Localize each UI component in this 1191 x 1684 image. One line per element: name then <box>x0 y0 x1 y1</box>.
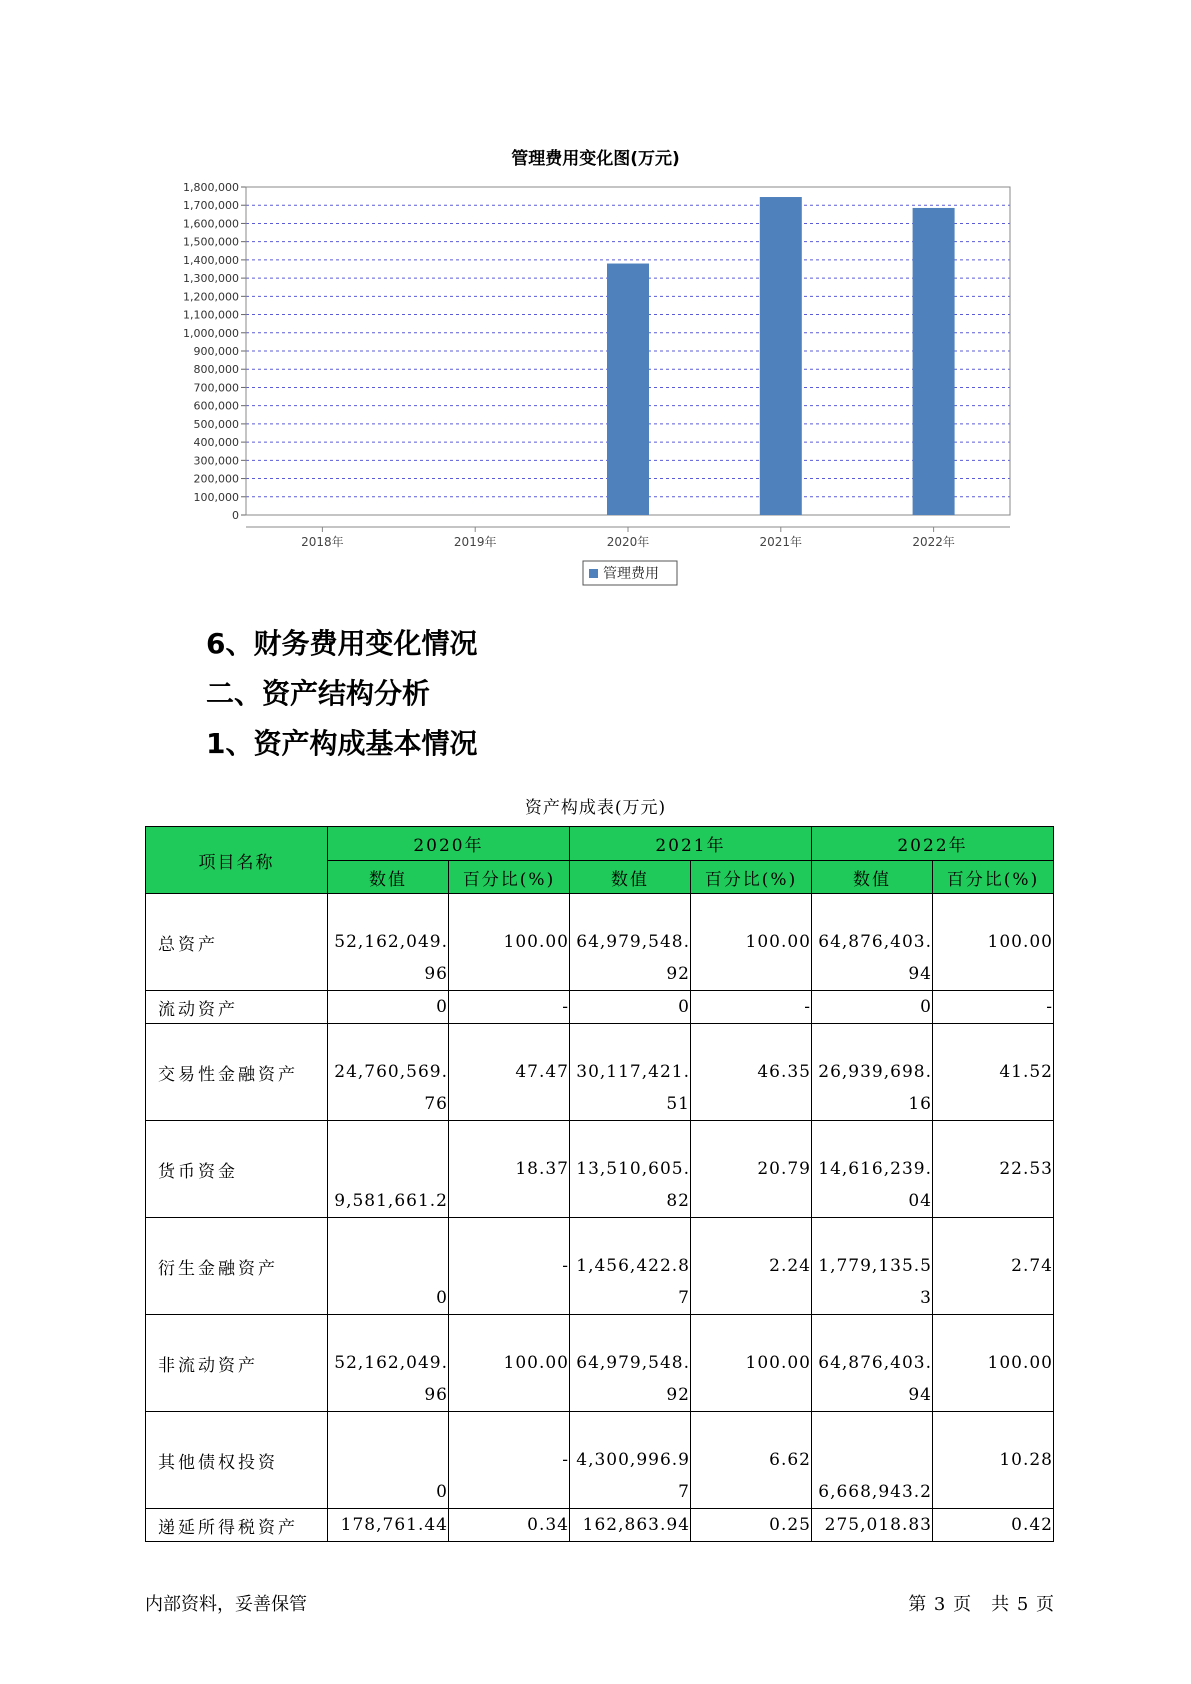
section-heading-asset-structure: 二、资产结构分析 <box>206 677 431 710</box>
y-tick-label: 1,000,000 <box>183 326 239 340</box>
cell-value: 13,510,605.82 <box>576 1159 690 1211</box>
y-tick-label: 700,000 <box>193 381 239 395</box>
cell-percent: - <box>449 1218 570 1315</box>
row-name: 货币资金 <box>146 1121 328 1218</box>
cell-percent: 10.28 <box>933 1412 1054 1509</box>
header-year: 2021年 <box>570 827 812 861</box>
cell-percent: 0.42 <box>933 1509 1054 1542</box>
cell-value: 0 <box>436 1482 448 1502</box>
cell-percent: - <box>691 991 812 1024</box>
cell-percent: 22.53 <box>933 1121 1054 1218</box>
cell-percent: - <box>933 991 1054 1024</box>
cell-value: 64,876,403.94 <box>818 932 932 984</box>
cell-percent: - <box>449 991 570 1024</box>
y-tick-label: 1,400,000 <box>183 253 239 267</box>
cell-value: 52,162,049.96 <box>334 932 448 984</box>
table-caption: 资产构成表(万元) <box>524 798 667 818</box>
section-heading-finance-expense: 6、财务费用变化情况 <box>206 627 478 660</box>
cell-percent: 6.62 <box>691 1412 812 1509</box>
cell-value: 24,760,569.76 <box>334 1062 448 1114</box>
x-tick-label: 2019年 <box>453 535 497 549</box>
cell-value: 0 <box>436 1288 448 1308</box>
cell-percent: 18.37 <box>449 1121 570 1218</box>
row-name: 非流动资产 <box>146 1315 328 1412</box>
y-tick-label: 0 <box>232 509 239 522</box>
cell-percent: 2.74 <box>933 1218 1054 1315</box>
table-row <box>146 1412 1054 1509</box>
row-name: 递延所得税资产 <box>146 1509 328 1542</box>
header-percent: 百分比(%) <box>449 861 570 894</box>
cell-value: 1,456,422.87 <box>576 1256 690 1308</box>
cell-percent: 0.25 <box>691 1509 812 1542</box>
table-row <box>146 1509 1054 1542</box>
cell-value: 0 <box>436 997 448 1017</box>
table-row <box>146 1315 1054 1412</box>
cell-percent: 47.47 <box>449 1024 570 1121</box>
cell-value: 0 <box>678 997 690 1017</box>
header-item-name: 项目名称 <box>146 827 328 894</box>
y-tick-label: 600,000 <box>193 399 239 413</box>
header-value: 数值 <box>812 861 933 894</box>
legend-label: 管理费用 <box>603 566 659 582</box>
row-name: 流动资产 <box>146 991 328 1024</box>
cell-value: 64,979,548.92 <box>576 932 690 984</box>
cell-value: 14,616,239.04 <box>818 1159 932 1211</box>
cell-value: 6,668,943.2 <box>818 1482 932 1502</box>
management-expense-chart <box>0 175 1191 595</box>
cell-value: 1,779,135.53 <box>818 1256 932 1308</box>
table-row <box>146 1121 1054 1218</box>
y-tick-label: 1,700,000 <box>183 199 239 213</box>
y-tick-label: 1,800,000 <box>183 181 239 194</box>
header-value: 数值 <box>570 861 691 894</box>
header-percent: 百分比(%) <box>933 861 1054 894</box>
cell-percent: 20.79 <box>691 1121 812 1218</box>
x-tick-label: 2020年 <box>606 535 650 549</box>
cell-value: 4,300,996.97 <box>576 1450 690 1502</box>
y-tick-label: 900,000 <box>193 345 239 358</box>
cell-value: 64,876,403.94 <box>818 1353 932 1405</box>
bar <box>760 197 802 515</box>
cell-value: 0 <box>920 997 932 1017</box>
y-tick-label: 1,500,000 <box>183 235 239 249</box>
cell-percent: 100.00 <box>933 1315 1054 1412</box>
section-heading-asset-composition: 1、资产构成基本情况 <box>206 727 478 760</box>
header-year: 2022年 <box>812 827 1054 861</box>
cell-value: 64,979,548.92 <box>576 1353 690 1405</box>
header-year: 2020年 <box>328 827 570 861</box>
cell-percent: 100.00 <box>449 1315 570 1412</box>
cell-value: 275,018.83 <box>824 1515 932 1535</box>
table-row <box>146 894 1054 991</box>
row-name: 其他债权投资 <box>146 1412 328 1509</box>
footer-confidential-note: 内部资料，妥善保管 <box>145 1594 307 1615</box>
y-tick-label: 1,300,000 <box>183 272 239 286</box>
footer-page-number: 第 3 页 共 5 页 <box>908 1594 1055 1615</box>
y-tick-label: 200,000 <box>193 472 239 486</box>
bar <box>607 264 649 515</box>
cell-percent: 100.00 <box>449 894 570 991</box>
asset-composition-table <box>145 826 1054 1542</box>
y-tick-label: 300,000 <box>193 454 239 468</box>
cell-percent: 46.35 <box>691 1024 812 1121</box>
bar <box>913 208 955 515</box>
y-tick-label: 1,200,000 <box>183 290 239 304</box>
y-tick-label: 1,600,000 <box>183 217 239 231</box>
cell-percent: 100.00 <box>691 1315 812 1412</box>
cell-value: 9,581,661.2 <box>334 1191 448 1211</box>
header-percent: 百分比(%) <box>691 861 812 894</box>
table-row <box>146 991 1054 1024</box>
row-name: 交易性金融资产 <box>146 1024 328 1121</box>
table-row <box>146 1218 1054 1315</box>
y-tick-label: 100,000 <box>193 490 239 504</box>
header-value: 数值 <box>328 861 449 894</box>
cell-value: 52,162,049.96 <box>334 1353 448 1405</box>
cell-percent: 0.34 <box>449 1509 570 1542</box>
cell-value: 162,863.94 <box>582 1515 690 1535</box>
chart-title: 管理费用变化图(万元) <box>511 149 680 169</box>
cell-value: 26,939,698.16 <box>818 1062 932 1114</box>
cell-percent: - <box>449 1412 570 1509</box>
y-tick-label: 1,100,000 <box>183 308 239 322</box>
y-tick-label: 800,000 <box>193 363 239 377</box>
table-row <box>146 1024 1054 1121</box>
cell-percent: 100.00 <box>933 894 1054 991</box>
y-tick-label: 400,000 <box>193 436 239 450</box>
x-tick-label: 2022年 <box>912 535 955 549</box>
cell-percent: 41.52 <box>933 1024 1054 1121</box>
y-tick-label: 500,000 <box>193 417 239 431</box>
legend-swatch <box>589 569 598 578</box>
row-name: 总资产 <box>146 894 328 991</box>
cell-percent: 100.00 <box>691 894 812 991</box>
cell-percent: 2.24 <box>691 1218 812 1315</box>
cell-value: 178,761.44 <box>340 1515 448 1535</box>
cell-value: 30,117,421.51 <box>576 1062 690 1114</box>
row-name: 衍生金融资产 <box>146 1218 328 1315</box>
x-tick-label: 2021年 <box>759 535 803 549</box>
x-tick-label: 2018年 <box>301 535 344 549</box>
